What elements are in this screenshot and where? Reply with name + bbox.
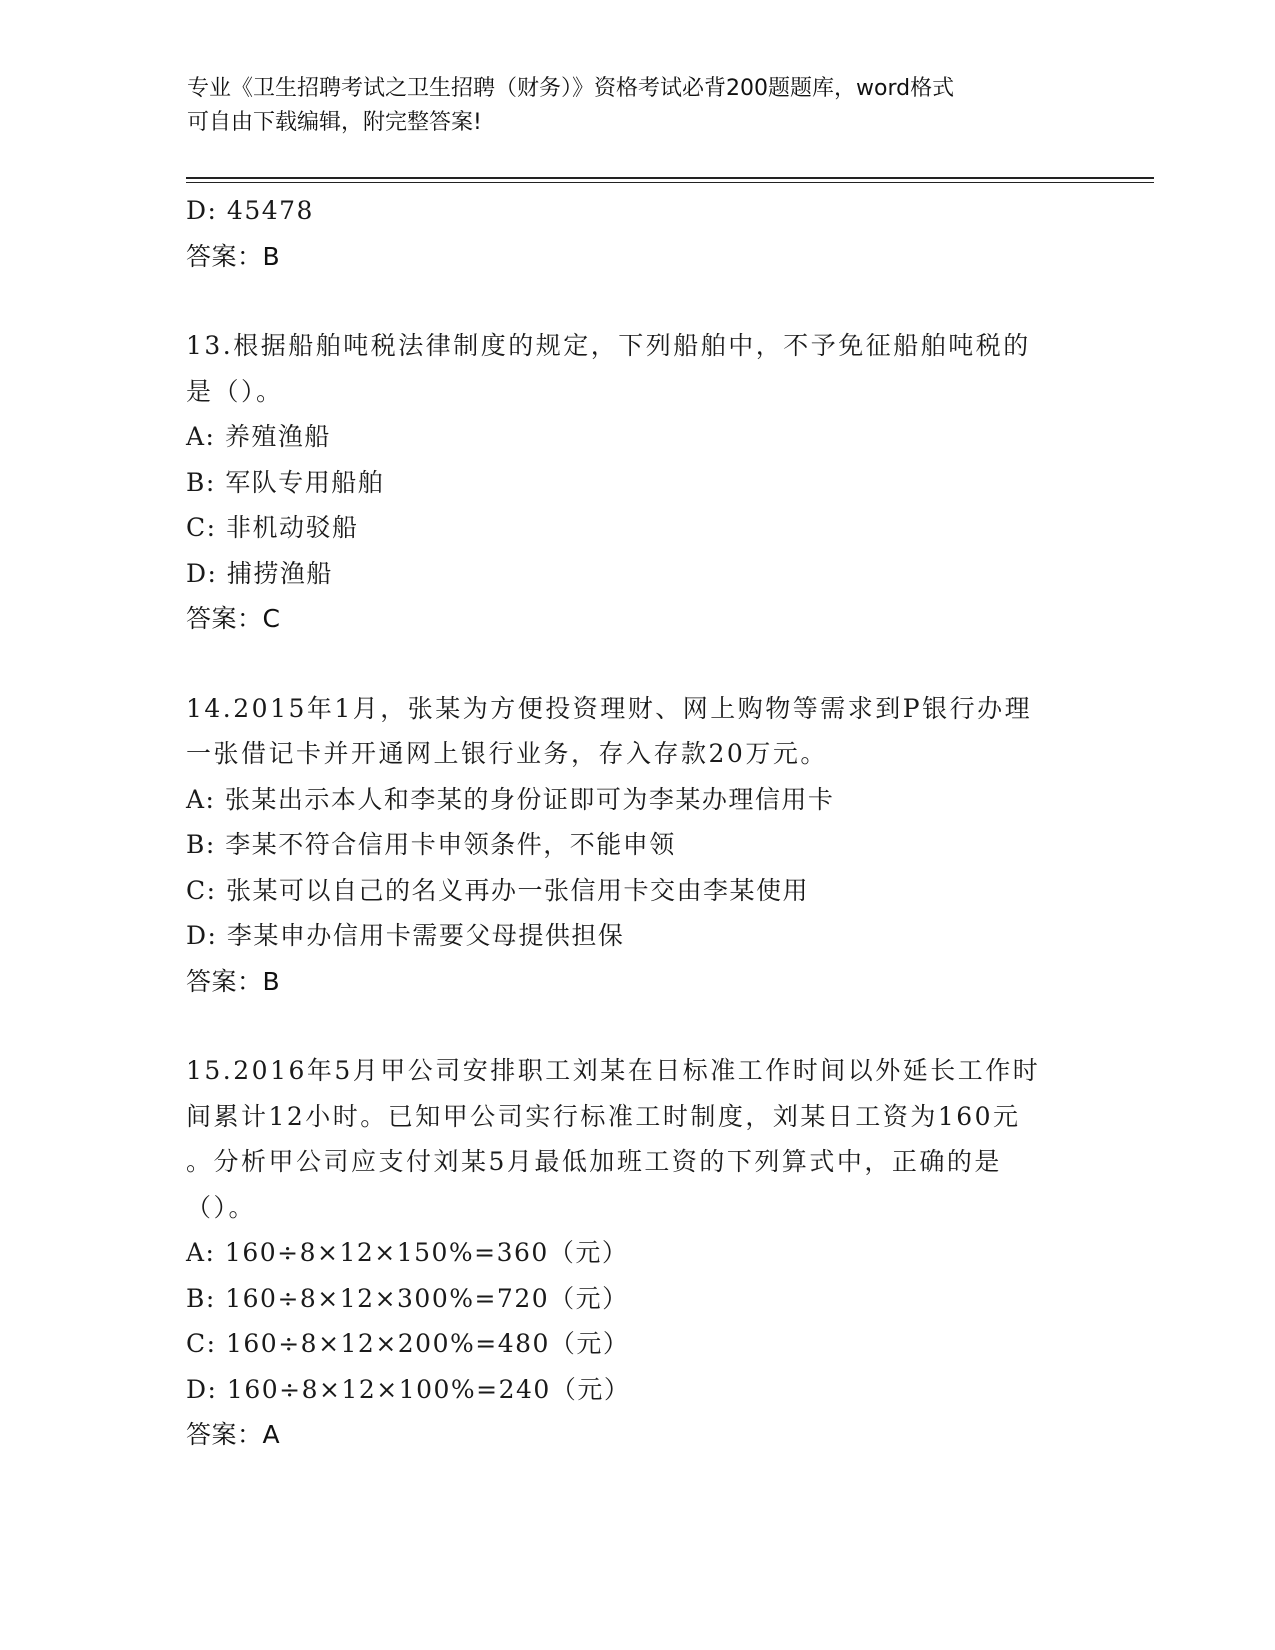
option-a: A: 160÷8×12×150%=360（元） bbox=[186, 1238, 629, 1267]
spacer bbox=[186, 642, 1086, 686]
question-stem-line: 一张借记卡并开通网上银行业务，存入存款20万元。 bbox=[186, 739, 828, 768]
option-b: B: 李某不符合信用卡申领条件，不能申领 bbox=[186, 830, 676, 859]
answer: 答案：B bbox=[186, 966, 281, 996]
question-stem-line: 13.根据船舶吨税法律制度的规定，下列船舶中，不予免征船舶吨税的 bbox=[186, 331, 1031, 360]
header-divider-thin bbox=[186, 182, 1154, 183]
option-c: C: 160÷8×12×200%=480（元） bbox=[186, 1329, 630, 1358]
option-b: B: 军队专用船舶 bbox=[186, 467, 385, 497]
question-list bbox=[186, 188, 1086, 1458]
question-15 bbox=[186, 1048, 1086, 1458]
answer: 答案：C bbox=[186, 604, 281, 633]
option-d: D: 李某申办信用卡需要父母提供担保 bbox=[186, 921, 625, 950]
question-stem bbox=[186, 686, 1086, 777]
question-13 bbox=[186, 323, 1086, 642]
question-stem-line: 。分析甲公司应支付刘某5月最低加班工资的下列算式中，正确的是 bbox=[186, 1147, 1002, 1176]
spacer bbox=[186, 279, 1086, 323]
spacer bbox=[186, 1004, 1086, 1048]
question-stem bbox=[186, 323, 1086, 414]
option-a: A: 张某出示本人和李某的身份证即可为李某办理信用卡 bbox=[186, 784, 835, 814]
header-divider-thick bbox=[186, 177, 1154, 179]
prev-question-option-d: D: 45478 bbox=[186, 196, 314, 225]
header-title-line-2: 可自由下载编辑，附完整答案! bbox=[187, 110, 482, 135]
option-d: D: 捕捞渔船 bbox=[186, 558, 333, 588]
question-stem-line: 是（）。 bbox=[186, 376, 284, 406]
question-stem-line: 14.2015年1月，张某为方便投资理财、网上购物等需求到P银行办理 bbox=[186, 693, 1033, 723]
option-a: A: 养殖渔船 bbox=[186, 422, 331, 451]
answer: 答案：A bbox=[186, 1420, 281, 1449]
question-stem bbox=[186, 1048, 1086, 1230]
question-14 bbox=[186, 686, 1086, 1005]
header-title-line-1: 专业《卫生招聘考试之卫生招聘（财务）》资格考试必背200题题库，word格式 bbox=[187, 76, 955, 101]
prev-question-answer: 答案：B bbox=[186, 241, 281, 271]
option-c: C: 张某可以自己的名义再办一张信用卡交由李某使用 bbox=[186, 875, 810, 905]
option-b: B: 160÷8×12×300%=720（元） bbox=[186, 1283, 629, 1313]
question-stem-line: 15.2016年5月甲公司安排职工刘某在日标准工作时间以外延长工作时 bbox=[186, 1056, 1041, 1085]
option-d: D: 160÷8×12×100%=240（元） bbox=[186, 1374, 631, 1404]
document-header bbox=[187, 72, 1067, 140]
question-stem-line: 间累计12小时。已知甲公司实行标准工时制度，刘某日工资为160元 bbox=[186, 1101, 1021, 1131]
option-c: C: 非机动驳船 bbox=[186, 513, 359, 542]
question-stem-line: （）。 bbox=[186, 1192, 257, 1222]
